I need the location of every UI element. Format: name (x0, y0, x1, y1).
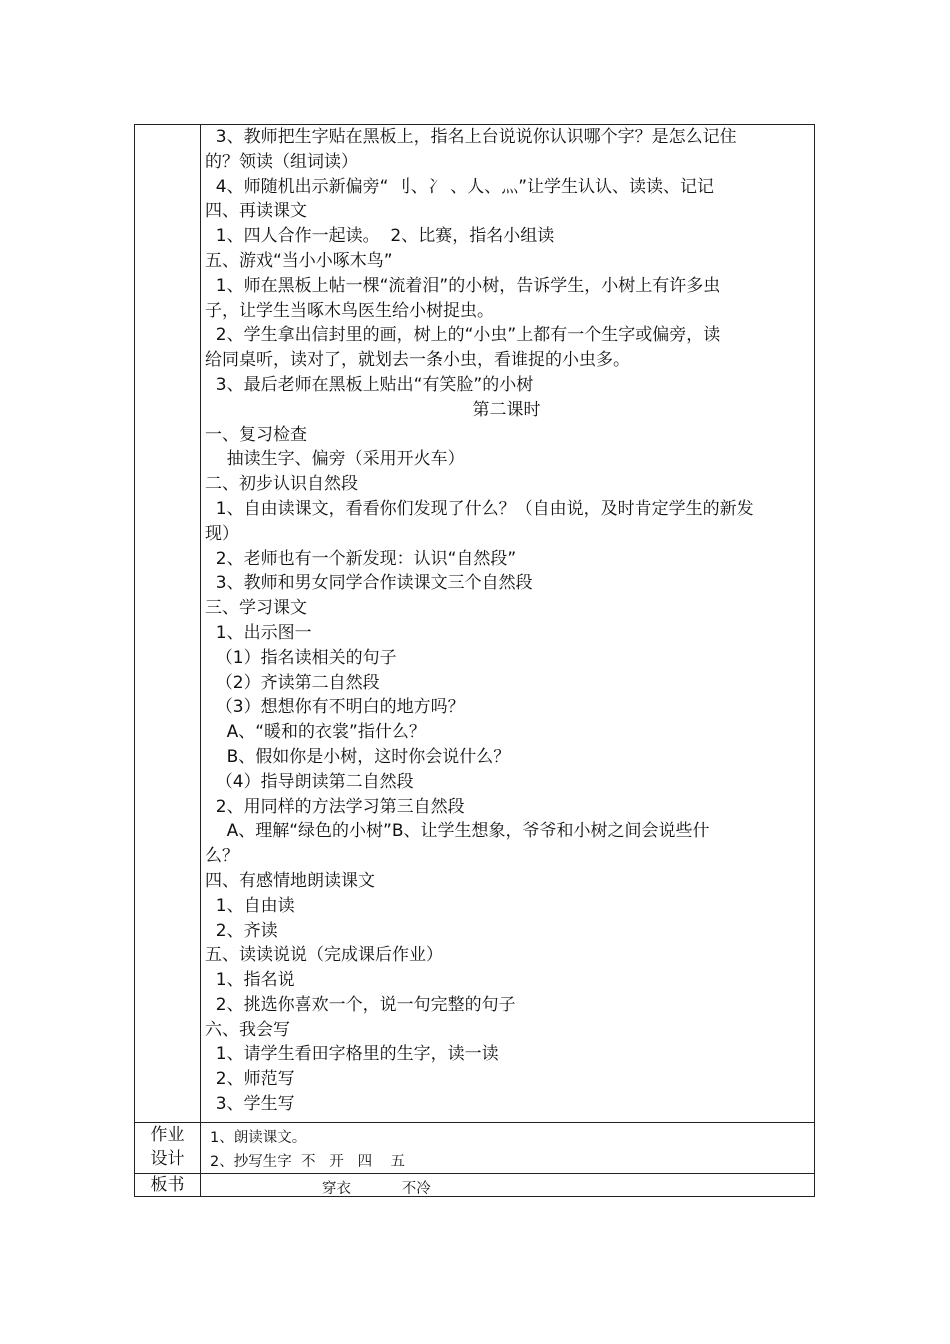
lesson-period-title: 第二课时 (472, 399, 541, 420)
section-heading: 三、学习课文 (205, 598, 307, 619)
text-line: 么？ (205, 846, 239, 867)
text-line: （4）指导朗读第二自然段 (205, 771, 414, 792)
text-line: 抽读生字、偏旁（采用开火车） (205, 449, 465, 470)
text-line: （3）想想你有不明白的地方吗？ (205, 697, 465, 718)
text-line: 2、学生拿出信封里的画，树上的“小虫”上都有一个生字或偏旁，读 (205, 325, 721, 346)
text-line: （2）齐读第二自然段 (205, 672, 380, 693)
row-divider (135, 1122, 814, 1123)
text-line: 3、学生写 (205, 1094, 295, 1115)
section-heading: 五、读读说说（完成课后作业） (205, 945, 443, 966)
section-heading: 二、初步认识自然段 (205, 474, 358, 495)
homework-label (135, 1123, 200, 1171)
text-line: 3、最后老师在黑板上贴出“有笑脸”的小树 (205, 374, 534, 395)
text-line: A、“暖和的衣裳”指什么？ (205, 722, 426, 743)
text-line: 3、教师把生字贴在黑板上，指名上台说说你认识哪个字？是怎么记住 (205, 127, 737, 147)
text-line: 给同桌听，读对了，就划去一条小虫，看谁捉的小虫多。 (205, 350, 630, 371)
text-line: 4、师随机出示新偏旁“ 刂、冫 、人、灬”让学生认认、读读、记记 (205, 176, 715, 197)
row-divider (135, 1173, 814, 1174)
text-line: 1、自由读课文，看看你们发现了什么？（自由说，及时肯定学生的新发 (205, 498, 754, 519)
section-heading: 五、游戏“当小小啄木鸟” (205, 250, 393, 271)
text-line: 3、教师和男女同学合作读课文三个自然段 (205, 573, 533, 594)
text-line: 2、师范写 (205, 1069, 295, 1090)
text-line: 1、四人合作一起读。 2、比赛，指名小组读 (205, 226, 555, 247)
blackboard-text: 穿衣 不冷 (322, 1181, 431, 1197)
column-divider (200, 125, 201, 1196)
text-line: 1、指名说 (205, 970, 295, 991)
text-line: 1、请学生看田字格里的生字，读一读 (205, 1044, 499, 1065)
section-heading: 四、有感情地朗读课文 (205, 870, 375, 891)
lesson-plan-table (134, 124, 815, 1197)
text-line: A、理解“绿色的小树”B、让学生想象，爷爷和小树之间会说些什 (205, 821, 710, 842)
homework-item: 2、抄写生字 不 开 四 五 (210, 1154, 406, 1170)
text-line: 的？领读（组词读） (205, 151, 358, 172)
homework-label-line: 作业 (150, 1125, 185, 1145)
lesson-content (205, 125, 808, 1117)
text-line: （1）指名读相关的句子 (205, 647, 397, 668)
text-line: 1、出示图一 (205, 622, 312, 643)
text-line: 2、老师也有一个新发现：认识“自然段” (205, 548, 517, 569)
text-line: 1、自由读 (205, 895, 295, 916)
text-line: B、假如你是小树，这时你会说什么？ (205, 746, 511, 767)
text-line: 2、用同样的方法学习第三自然段 (205, 796, 465, 817)
text-line: 2、挑选你喜欢一个，说一句完整的句子 (205, 994, 516, 1015)
blackboard-label: 板书 (150, 1175, 185, 1195)
section-heading: 六、我会写 (205, 1019, 290, 1040)
text-line: 2、齐读 (205, 920, 278, 941)
text-line: 现） (205, 523, 239, 544)
homework-label-line: 设计 (150, 1149, 185, 1169)
homework-item: 1、朗读课文。 (210, 1130, 307, 1146)
section-heading: 一、复习检查 (205, 424, 307, 445)
section-heading: 四、再读课文 (205, 201, 307, 222)
text-line: 子，让学生当啄木鸟医生给小树捉虫。 (205, 300, 494, 321)
text-line: 1、师在黑板上帖一棵“流着泪”的小树，告诉学生，小树上有许多虫 (205, 275, 721, 296)
